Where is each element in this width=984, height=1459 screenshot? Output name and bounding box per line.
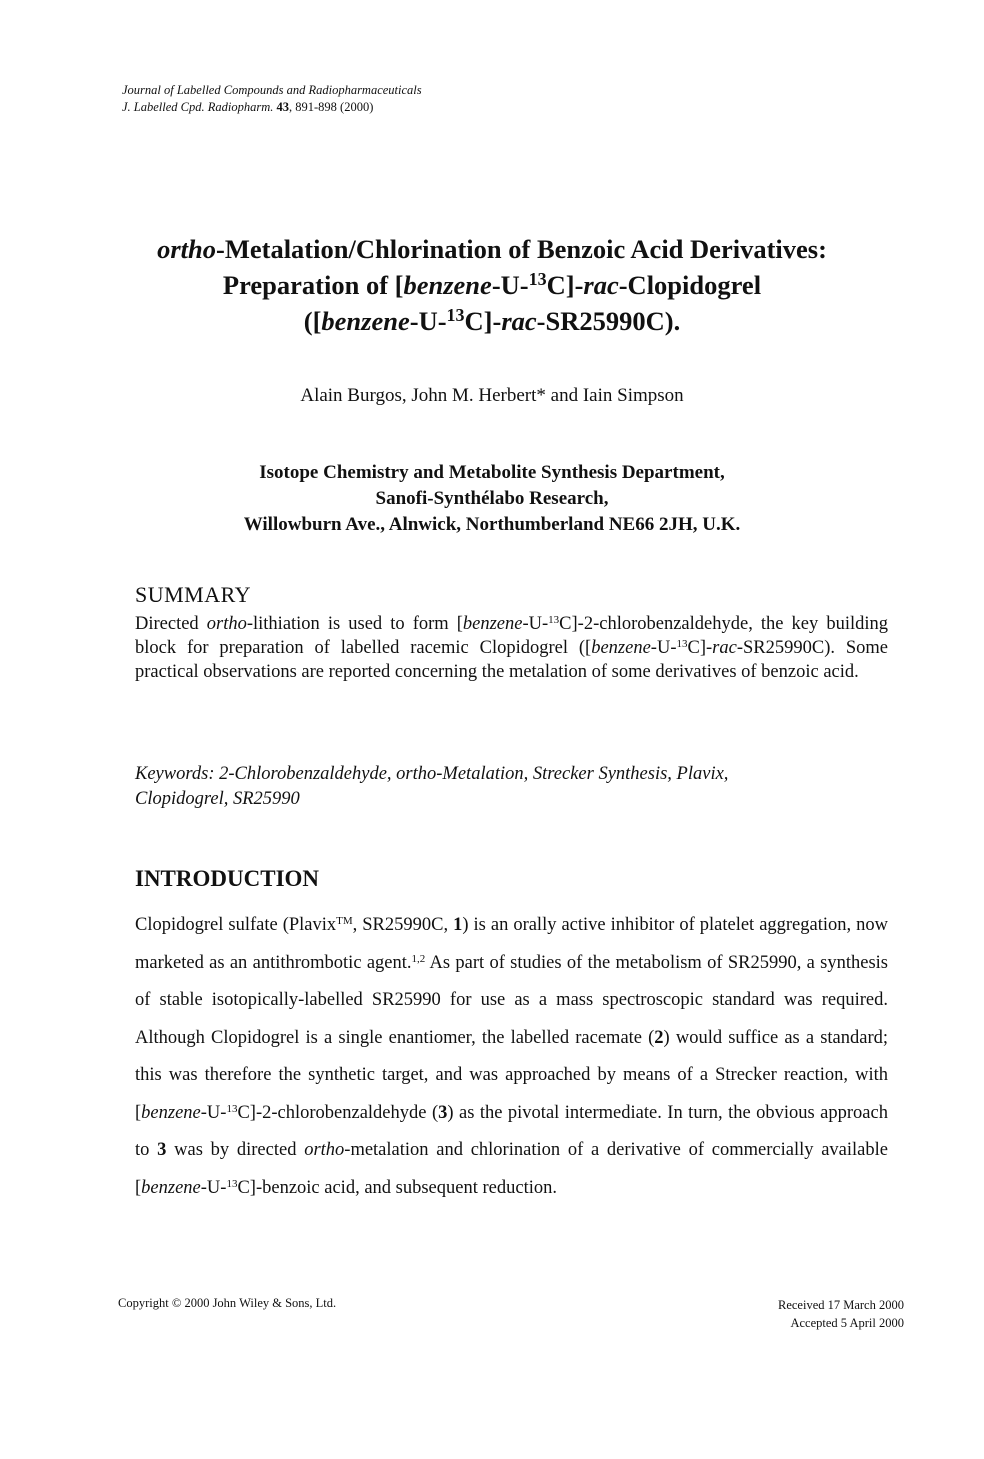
title-line-2 (100, 267, 884, 303)
summary-italic: benzene (591, 638, 651, 658)
isotope-superscript: 13 (528, 269, 547, 289)
intro-text: was by directed (166, 1140, 305, 1160)
title-text: -SR25990C). (536, 306, 681, 336)
intro-text: , SR25990C, (352, 915, 454, 935)
compound-number: 2 (654, 1027, 664, 1048)
summary-heading: SUMMARY (135, 582, 251, 607)
intro-text: As part of studies of the metabolism of SR25990, a synthesis of stable isotopically-labelled SR25990 for use as a mass spectroscopic standard was required. Although Clopidogrel is a single enantiomer, the labelled racemate ( (135, 952, 888, 1048)
intro-text: ) is an orally active inhibitor of platelet aggregation, now marketed as an antithrombotic agent. (135, 915, 888, 973)
summary-text: -U- (522, 614, 549, 634)
intro-text: ) as the pivotal intermediate. In turn, the obvious approach to (135, 1102, 888, 1160)
title-line-3 (100, 303, 884, 339)
intro-italic: benzene (141, 1177, 201, 1198)
title-text: -U- (491, 270, 529, 300)
intro-text: Clopidogrel sulfate (Plavix (135, 915, 337, 935)
intro-italic: ortho (304, 1140, 345, 1160)
paper-title (100, 231, 884, 339)
pages-year: , 891-898 (2000) (289, 100, 374, 114)
introduction-heading: INTRODUCTION (135, 866, 320, 891)
isotope-superscript: 13 (226, 1177, 238, 1190)
summary-paragraph (135, 612, 888, 684)
isotope-superscript: 13 (446, 305, 465, 325)
intro-text: -U- (200, 1177, 227, 1198)
summary-italic: benzene (462, 614, 523, 634)
journal-name: Journal of Labelled Compounds and Radiopharmaceuticals (122, 83, 422, 97)
affiliation-line-3: Willowburn Ave., Alnwick, Northumberland NE66 2JH, U.K. (243, 514, 741, 535)
summary-italic: ortho (206, 614, 247, 634)
title-text: Preparation of [ (222, 270, 404, 300)
isotope-superscript: 13 (226, 1102, 238, 1115)
summary-text: C]-2-chlorobenzaldehyde, the key building block for preparation of labelled racemic Clopidogrel ([ (135, 614, 888, 658)
received-dates (778, 1296, 904, 1332)
summary-text: -SR25990C). Some practical observations are reported concerning the metalation of some derivatives of benzoic acid. (135, 638, 889, 682)
title-italic-ortho: ortho (157, 234, 217, 264)
summary-italic: rac (712, 638, 737, 658)
intro-text: C]-2-chlorobenzaldehyde ( (237, 1102, 439, 1123)
intro-italic: benzene (141, 1102, 201, 1123)
received-date: Received 17 March 2000 (777, 1298, 904, 1312)
copyright-notice: Copyright © 2000 John Wiley & Sons, Ltd. (118, 1296, 337, 1310)
compound-number: 3 (438, 1102, 448, 1123)
journal-citation (122, 99, 422, 116)
compound-number: 3 (157, 1140, 167, 1160)
title-text: -U- (409, 306, 447, 336)
journal-header (122, 82, 422, 116)
reference-superscript: 1,2 (411, 952, 426, 965)
keywords-line-2: Clopidogrel, SR25990 (135, 789, 300, 809)
summary-text: -lithiation is used to form [ (246, 614, 463, 634)
title-text: ([ (303, 306, 322, 336)
introduction-paragraph (135, 907, 888, 1207)
title-text: -Metalation/Chlorination of Benzoic Acid Derivatives: (216, 234, 827, 264)
title-line-1 (100, 231, 884, 267)
title-italic: benzene (321, 306, 410, 336)
compound-number: 1 (453, 915, 463, 935)
author-list: Alain Burgos, John M. Herbert* and Iain Simpson (300, 385, 684, 406)
summary-text: -U- (650, 638, 677, 658)
summary-text: Directed (135, 614, 207, 634)
accepted-date: Accepted 5 April 2000 (790, 1316, 904, 1330)
affiliation-line-2: Sanofi-Synthélabo Research, (375, 488, 609, 509)
title-text: C]- (464, 306, 502, 336)
isotope-superscript: 13 (548, 614, 560, 626)
affiliation (100, 460, 884, 538)
title-italic: rac (583, 270, 619, 300)
volume-number: 43 (276, 100, 290, 114)
citation-prefix: J. Labelled Cpd. Radiopharm. (122, 100, 274, 114)
title-italic: benzene (403, 270, 492, 300)
isotope-superscript: 13 (676, 638, 688, 650)
intro-text: -U- (200, 1102, 227, 1123)
summary-text: C]- (687, 638, 713, 658)
keywords (135, 762, 888, 812)
keywords-line-1: Keywords: 2-Chlorobenzaldehyde, ortho-Metalation, Strecker Synthesis, Plavix, (135, 764, 729, 784)
title-text: C]- (546, 270, 584, 300)
title-text: -Clopidogrel (618, 270, 762, 300)
trademark-superscript: TM (336, 915, 353, 927)
intro-text: -metalation and chlorination of a derivative of commercially available [ (135, 1140, 888, 1198)
title-italic: rac (501, 306, 537, 336)
intro-text: C]-benzoic acid, and subsequent reduction. (237, 1177, 557, 1198)
intro-text: ) would suffice as a standard; this was therefore the synthetic target, and was approached by means of a Strecker reaction, with [ (135, 1027, 889, 1123)
affiliation-line-1: Isotope Chemistry and Metabolite Synthesis Department, (259, 462, 725, 483)
